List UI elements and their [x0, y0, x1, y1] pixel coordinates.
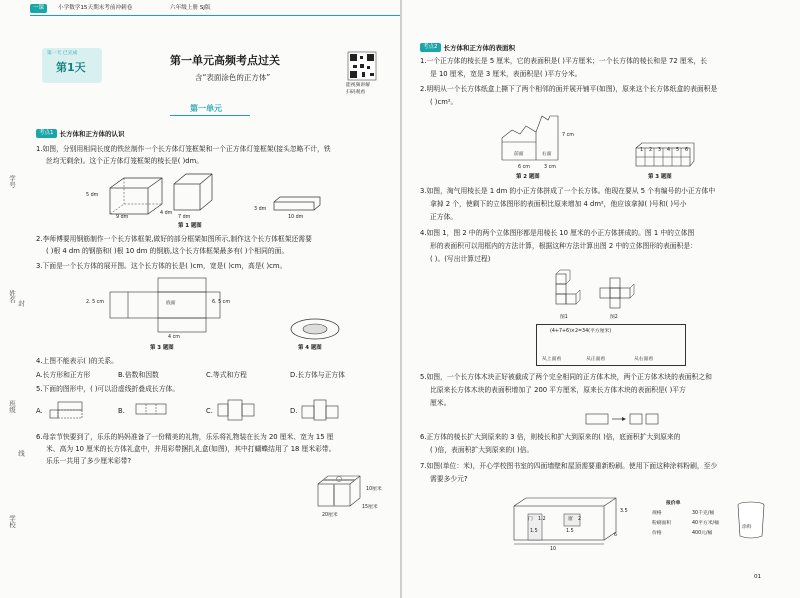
q1-cube-figure — [172, 172, 214, 214]
q3-line1: 3.下面是一个长方体的展开图。这个长方体的长是( )cm，宽是( )cm，高是( )cm。 — [36, 262, 287, 270]
rq7-dim-1-5a: 1.5 — [530, 529, 538, 534]
page-subtitle: 含“表面涂色的正方体” — [195, 73, 271, 82]
rq3-caption: 第 3 题图 — [648, 174, 672, 180]
q5-net-a — [50, 400, 90, 422]
rq6-line2: ( )倍，表面积扩大到原来的( )倍。 — [430, 446, 534, 454]
day-label: 第1天 — [56, 61, 86, 74]
rq4-view-up: 从上面看 — [542, 357, 562, 362]
rq7-price-row-3-key: 价格 — [652, 531, 662, 536]
rq7-price-row-3-val: 400元/桶 — [692, 531, 713, 536]
margin-label-school: 学校 — [8, 515, 16, 528]
rq3-line1: 3.如图，淘气用棱长是 1 dm 的小正方体拼成了一个长方体。他现在要从 5 个有编号的小正方体中 — [420, 187, 716, 195]
q6-label-width: 15厘米 — [362, 505, 378, 510]
q1-label-10dm: 10 dm — [288, 215, 304, 220]
rq4-view-front: 从正面看 — [586, 357, 606, 362]
q1-line2: 丝均无剩余)。这个正方体灯笼框架的棱长是( )dm。 — [46, 157, 203, 165]
day-card — [42, 48, 102, 83]
rq7-dim-1-2: 1.2 — [538, 517, 546, 522]
rq2-line2: ( )cm²。 — [430, 98, 458, 106]
rq7-window-label: 窗 — [568, 517, 573, 522]
margin-label-name: 姓名 — [8, 290, 16, 303]
q1-label-9dm: 9 dm — [116, 215, 129, 220]
rq7-price-row-1-val: 30千克/桶 — [692, 511, 715, 516]
q6-label-length: 20厘米 — [322, 513, 338, 518]
rq2-line1: 2.明明从一个长方体纸盒上撕下了两个相邻的面并展开铺平(如图)，原来这个长方体纸盒的表面积是 — [420, 85, 718, 93]
series-badge: 一课 — [30, 4, 47, 13]
rq5-line1: 5.如图，一个长方体木块正好被截成了两个完全相同的正方体木块，两个正方体木块的表面积之和 — [420, 373, 712, 381]
q2-line2: ( )根 4 dm 的钢筋和( )根 10 dm 的钢筋,这个长方体框架最多有( )个相同的面。 — [46, 247, 289, 255]
rq7-dim-6: 6 — [614, 533, 618, 538]
margin-label-class: 班级 — [8, 400, 16, 413]
q1-label-4dm: 4 dm — [160, 211, 173, 216]
rq1-line2: 是 10 厘米，宽是 3 厘米，表面积是( )平方分米。 — [430, 70, 582, 78]
day-tag: 第一天 已完成 — [47, 51, 78, 56]
rq7-price-row-2-key: 粉刷面积 — [652, 521, 672, 526]
rq4-fig1-label: 图1 — [560, 315, 568, 320]
qr-caption-2: 扫码观看 — [346, 90, 366, 95]
q5-net-d — [302, 400, 342, 422]
rq3-cube-3: 3 — [658, 148, 662, 153]
page-number: 01 — [754, 574, 762, 580]
q4-line1: 4.上图不能表示( )的关系。 — [36, 357, 118, 365]
q1-caption: 第 1 题图 — [178, 223, 202, 229]
rq2-label-width: 6 cm — [518, 165, 530, 170]
q4-option-b[interactable]: B.倍数和因数 — [118, 371, 159, 379]
rq4-fig2-label: 图2 — [610, 315, 618, 320]
kaodian-2-tag: 考点2 — [420, 43, 441, 52]
rq3-cube-6: 6 — [685, 148, 689, 153]
q4-option-d[interactable]: D.长方体与正方体 — [290, 371, 345, 379]
rq3-cube-4: 4 — [667, 148, 671, 153]
rq5-line3: 厘米。 — [430, 399, 451, 407]
rq7-dim-10: 10 — [550, 547, 557, 552]
rq4-formula: (4+7+6)×2=34(平方厘米) — [550, 329, 612, 334]
rq2-label-depth: 3 cm — [544, 165, 556, 170]
rq4-line2: 形的表面积可以用框内的方法计算，根据这种方法计算出图 2 中的立体图形的表面积是： — [430, 242, 697, 250]
rq4-line3: ( )。(写出计算过程) — [430, 255, 491, 263]
q4-venn-figure — [290, 318, 340, 340]
rq7-line1: 7.如图(单位：米)，开心学校图书室的四面墙壁和屋顶需要重新粉刷。使用下面这种涂料粉刷，至少 — [420, 462, 718, 470]
q5-option-a[interactable]: A. — [36, 407, 43, 415]
margin-label-student-id: 学号 — [8, 175, 16, 188]
rq5-blocks-figure — [584, 410, 664, 426]
q1-flat-cuboid-figure — [272, 196, 322, 212]
q3-net-figure — [110, 278, 220, 340]
kaodian-1-title: 长方体和正方体的认识 — [59, 129, 125, 138]
rq7-dim-2: 2 — [578, 517, 582, 522]
grade-label: 六年级上册 SJ版 — [170, 5, 211, 11]
rq7-dim-3-5: 3.5 — [620, 509, 628, 514]
q6-label-height: 10厘米 — [366, 487, 382, 492]
q6-line1: 6.母亲节快要到了，乐乐的妈妈准备了一份精美的礼物，乐乐将礼物装在长为 20 厘米、宽为 15 厘 — [36, 433, 334, 441]
rq7-bucket-label: 涂料 — [742, 525, 752, 530]
q6-line2: 米、高为 10 厘米的长方体礼盒中，并用彩带捆扎礼盒(如图)，其中打蝴蝶结用了 18 厘米彩带。 — [46, 445, 336, 453]
paint-bucket-icon — [736, 500, 766, 540]
rq1-line1: 1.一个正方体的棱长是 5 厘米，它的表面积是( )平方厘米；一个长方体的棱长和是 72 厘米，长 — [420, 57, 708, 65]
right-page — [402, 0, 800, 598]
rq7-dim-1-5b: 1.5 — [566, 529, 574, 534]
header-rule — [30, 15, 400, 16]
margin-label-line: 线 — [17, 450, 25, 457]
kaodian-2-title: 长方体和正方体的表面积 — [443, 43, 515, 52]
rq7-line2: 需要多少元? — [430, 475, 468, 483]
q5-option-b[interactable]: B. — [118, 407, 125, 415]
q6-line3: 乐乐一共用了多少厘米彩带? — [46, 457, 132, 465]
qr-caption-1: 能视频讲解 — [346, 83, 370, 88]
rq2-caption: 第 2 题图 — [516, 174, 540, 180]
unit-underline — [170, 115, 250, 116]
q4-caption: 第 4 题图 — [298, 345, 322, 351]
rq6-line1: 6.正方体的棱长扩大到原来的 3 倍，则棱长和扩大到原来的( )倍，底面积扩大到原来的 — [420, 433, 681, 441]
rq2-label-height: 7 cm — [562, 133, 574, 138]
rq7-door-label: 门 — [528, 517, 533, 522]
kaodian-1-header — [36, 128, 125, 138]
q1-label-3dm: 3 dm — [254, 207, 267, 212]
kaodian-2-header — [420, 42, 515, 52]
q6-gift-box-figure — [316, 474, 364, 510]
q5-net-c — [218, 400, 258, 422]
rq7-price-row-1-key: 规格 — [652, 511, 662, 516]
rq7-price-row-2-val: 40平方米/桶 — [692, 521, 719, 526]
rq4-view-right: 从右面看 — [634, 357, 654, 362]
q5-option-d[interactable]: D. — [290, 407, 298, 415]
q5-option-c[interactable]: C. — [206, 407, 213, 415]
q3-label-left: 2. 5 cm — [86, 300, 104, 305]
series-title: 小学数学15天期末考前冲刺卷 — [58, 5, 133, 11]
q1-label-5dm: 5 dm — [86, 193, 99, 198]
rq5-line2: 比原来长方体木块的表面积增加了 200 平方厘米，原来长方体木块的表面积是( )平方 — [430, 386, 686, 394]
q5-net-b — [134, 400, 174, 422]
rq3-line2: 拿掉 2 个，使剩下的立体图形的表面积比原来增加 4 dm²，他应该拿掉( )号和( )号小 — [430, 200, 687, 208]
page-title: 第一单元高频考点过关 — [170, 54, 280, 67]
q4-option-a[interactable]: A.长方形和正方形 — [36, 371, 91, 379]
rq4-line1: 4.如图 1，图 2 中的两个立体图形都是用棱长 10 厘米的小正方体拼成的。图 1 中的立体图 — [420, 229, 695, 237]
margin-label-seal: 封 — [17, 300, 25, 307]
q4-option-c[interactable]: C.等式和方程 — [206, 371, 247, 379]
q5-line1: 5.下面的图形中，( )可以沿虚线折叠成长方体。 — [36, 385, 180, 393]
q3-caption: 第 3 题图 — [150, 345, 174, 351]
rq3-cube-1: 1 — [640, 148, 644, 153]
unit-label: 第一单元 — [190, 104, 222, 113]
rq2-label-right: 右面 — [542, 152, 552, 157]
q3-label-right: 6. 5 cm — [212, 300, 230, 305]
q1-line1: 1.如图，分别用相同长度的铁丝制作一个长方体灯笼框架和一个正方体灯笼框架(接头忽略不计，铁 — [36, 145, 331, 153]
qr-code-icon[interactable] — [348, 52, 376, 80]
rq7-price-title: 报价单 — [666, 501, 681, 506]
rq7-room-figure — [510, 494, 622, 546]
rq3-line3: 正方体。 — [430, 213, 458, 221]
q3-label-center: 底面 — [166, 301, 176, 306]
rq3-cube-2: 2 — [649, 148, 653, 153]
q1-label-7dm: 7 dm — [178, 215, 191, 220]
rq4-fig1-stack — [552, 268, 584, 312]
rq2-label-front: 前面 — [514, 152, 524, 157]
q3-label-bottom: 4 cm — [168, 335, 180, 340]
rq4-fig2-stack — [598, 274, 640, 310]
rq3-cube-5: 5 — [676, 148, 680, 153]
q2-line1: 2.李师傅要用钢筋制作一个长方体框架,做好的部分框架如图所示,制作这个长方体框架还需要 — [36, 235, 312, 243]
kaodian-1-tag: 考点1 — [36, 129, 57, 138]
